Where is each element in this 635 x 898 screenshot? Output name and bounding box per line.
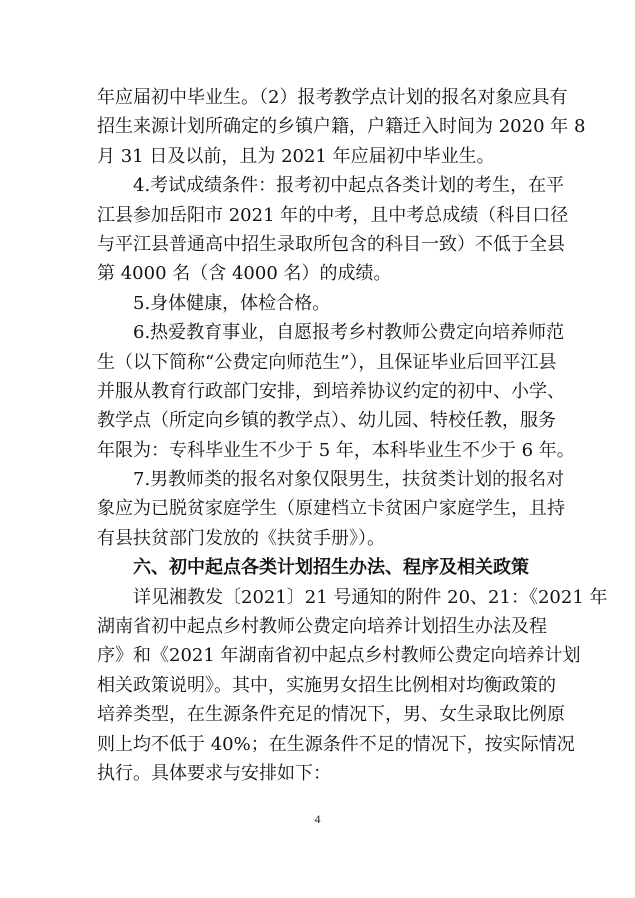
text-line: 生（以下简称“公费定向师范生”），且保证毕业后回平江县 (97, 352, 557, 373)
text-line: 年应届初中毕业生。（2）报考教学点计划的报名对象应具有 (97, 87, 568, 108)
text-line: 象应为已脱贫家庭学生（原建档立卡贫困户家庭学生，且持 (97, 498, 565, 519)
text-line: 招生来源计划所确定的乡镇户籍，户籍迁入时间为 2020 年 8 (97, 116, 586, 137)
text-line: 详见湘教发〔2021〕21 号通知的附件 20、21：《2021 年 (133, 587, 608, 608)
text-line: 培养类型，在生源条件充足的情况下，男、女生录取比例原 (97, 704, 565, 725)
text-line: 5.身体健康，体检合格。 (133, 293, 331, 314)
text-line: 则上均不低于 40%；在生源条件不足的情况下，按实际情况 (97, 734, 575, 755)
text-line: 序》和《2021 年湖南省初中起点乡村教师公费定向培养计划 (97, 645, 581, 666)
text-line: 年限为：专科毕业生不少于 5 年，本科毕业生不少于 6 年。 (97, 440, 575, 461)
text-line: 6.热爱教育事业，自愿报考乡村教师公费定向培养师范 (133, 322, 565, 343)
text-line: 有县扶贫部门发放的《扶贫手册》）。 (97, 528, 385, 549)
text-line: 7.男教师类的报名对象仅限男生，扶贫类计划的报名对 (133, 469, 565, 490)
text-line: 教学点（所定向乡镇的教学点）、幼儿园、特校任教，服务 (97, 410, 556, 431)
text-line: 湖南省初中起点乡村教师公费定向培养计划招生办法及程 (97, 616, 547, 637)
text-line: 并服从教育行政部门安排，到培养协议约定的初中、小学、 (97, 381, 565, 402)
text-line: 第 4000 名（含 4000 名）的成绩。 (97, 263, 392, 284)
text-line: 与平江县普通高中招生录取所包含的科目一致）不低于全县 (97, 234, 565, 255)
text-line: 月 31 日及以前，且为 2021 年应届初中毕业生。 (97, 146, 495, 167)
text-line: 执行。具体要求与安排如下： (97, 763, 331, 784)
text-line: 4.考试成绩条件：报考初中起点各类计划的考生，在平 (133, 175, 565, 196)
section-heading: 六、初中起点各类计划招生办法、程序及相关政策 (133, 557, 529, 578)
text-line: 相关政策说明》。其中，实施男女招生比例相对均衡政策的 (97, 675, 556, 696)
page-number: 4 (314, 812, 321, 826)
text-line: 江县参加岳阳市 2021 年的中考，且中考总成绩（科目口径 (97, 205, 569, 226)
